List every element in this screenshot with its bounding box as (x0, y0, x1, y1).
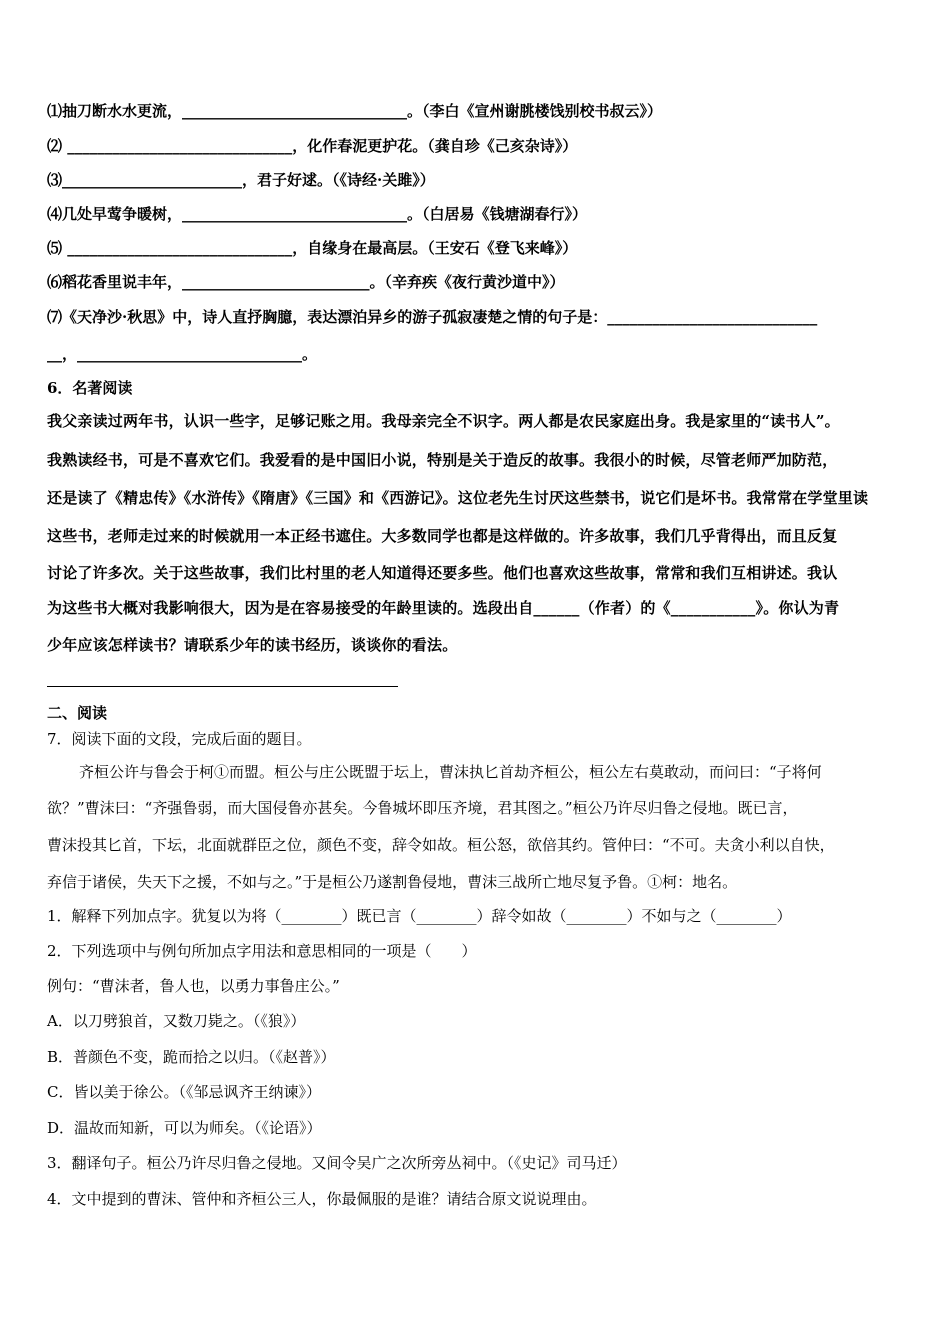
poem-line-7: ⑺《天净沙·秋思》中，诗人直抒胸臆，表达漂泊异乡的游子孤寂凄楚之情的句子是：____________________________ (47, 308, 818, 326)
section-6-passage-line: 这些书，老师走过来的时候就用一本正经书遮住。大多数同学也都是这样做的。许多故事，我们几乎背得出，而且反复 (47, 527, 838, 545)
option-a: A．以刀劈狼首，又数刀毙之。（《狼》） (47, 1012, 306, 1030)
section-6-passage-line: 少年应该怎样读书？请联系少年的读书经历，谈谈你的看法。 (47, 636, 458, 654)
poem-line-7-cont: __，______________________________。 (47, 345, 318, 363)
poem-line-5: ⑸ ______________________________，自缘身在最高层。（王安石《登飞来峰》） (47, 239, 578, 257)
question-4: 4．文中提到的曹沫、管仲和齐桓公三人，你最佩服的是谁？请结合原文说说理由。 (47, 1190, 597, 1208)
poem-line-4: ⑷几处早莺争暖树，______________________________。（白居易《钱塘湖春行》） (47, 205, 588, 223)
option-b: B．普颜色不变，跪而拾之以归。（《赵普》） (47, 1048, 336, 1066)
question-1: 1．解释下列加点字。犹复以为将（________）既已言（________）辞令如故（________）不如与之（________） (47, 907, 792, 925)
section-6-passage-line: 为这些书大概对我影响很大，因为是在容易接受的年龄里读的。选段出自______（作者）的《___________》。你认为青 (47, 599, 840, 617)
poem-line-6: ⑹稻花香里说丰年，_________________________。（辛弃疾《夜行黄沙道中》） (47, 273, 565, 291)
poem-line-3: ⑶________________________，君子好逑。（《诗经·关雎》） (47, 171, 435, 189)
poem-line-1: ⑴抽刀断水水更流，______________________________。（李白《宣州谢朓楼饯别校书叔云》） (47, 102, 663, 120)
poem-line-2: ⑵ ______________________________，化作春泥更护花。（龚自珍《己亥杂诗》） (47, 137, 578, 155)
question-2: 2．下列选项中与例句所加点字用法和意思相同的一项是（ ） (47, 942, 477, 960)
classical-passage-line: 弃信于诸侯，失天下之援，不如与之。”于是桓公乃遂割鲁侵地，曹沫三战所亡地尽复予鲁。①柯：地名。 (47, 873, 738, 891)
section-6-passage-line: 我父亲读过两年书，认识一些字，足够记账之用。我母亲完全不识字。两人都是农民家庭出身。我是家里的“读书人”。 (47, 412, 840, 430)
classical-passage-line: 欲？”曹沫曰：“齐强鲁弱，而大国侵鲁亦甚矣。今鲁城坏即压齐境，君其图之。”桓公乃许尽归鲁之侵地。既已言， (47, 799, 798, 817)
section-6-passage-line: 讨论了许多次。关于这些故事，我们比村里的老人知道得还要多些。他们也喜欢这些故事，常常和我们互相讲述。我认 (47, 564, 838, 582)
section-6-passage-line: 还是读了《精忠传》《水浒传》《隋唐》《三国》和《西游记》。这位老先生讨厌这些禁书，说它们是坏书。我常常在学堂里读 (47, 489, 869, 507)
classical-passage-line: 齐桓公许与鲁会于柯①而盟。桓公与庄公既盟于坛上，曹沫执匕首劫齐桓公，桓公左右莫敢动，而问曰：“子将何 (79, 763, 822, 781)
answer-line (47, 686, 398, 687)
classical-passage-line: 曹沫投其匕首，下坛，北面就群臣之位，颜色不变，辞令如故。桓公怒，欲倍其约。管仲曰：“不可。夫贪小利以自快， (47, 836, 835, 854)
option-c: C．皆以美于徐公。（《邹忌讽齐王纳谏》） (47, 1083, 321, 1101)
question-7-intro: 7．阅读下面的文段，完成后面的题目。 (47, 730, 312, 748)
section-6-heading: 6．名著阅读 (47, 379, 133, 397)
example-sentence: 例句：“曹沫者，鲁人也，以勇力事鲁庄公。” (47, 977, 340, 995)
question-3: 3．翻译句子。桓公乃许尽归鲁之侵地。又间令吴广之次所旁丛祠中。（《史记》司马迁） (47, 1154, 627, 1172)
option-d: D．温故而知新，可以为师矣。（《论语》） (47, 1119, 322, 1137)
section-6-passage-line: 我熟读经书，可是不喜欢它们。我爱看的是中国旧小说，特别是关于造反的故事。我很小的时候，尽管老师严加防范， (47, 451, 838, 469)
section-2-heading: 二、阅读 (47, 704, 108, 722)
